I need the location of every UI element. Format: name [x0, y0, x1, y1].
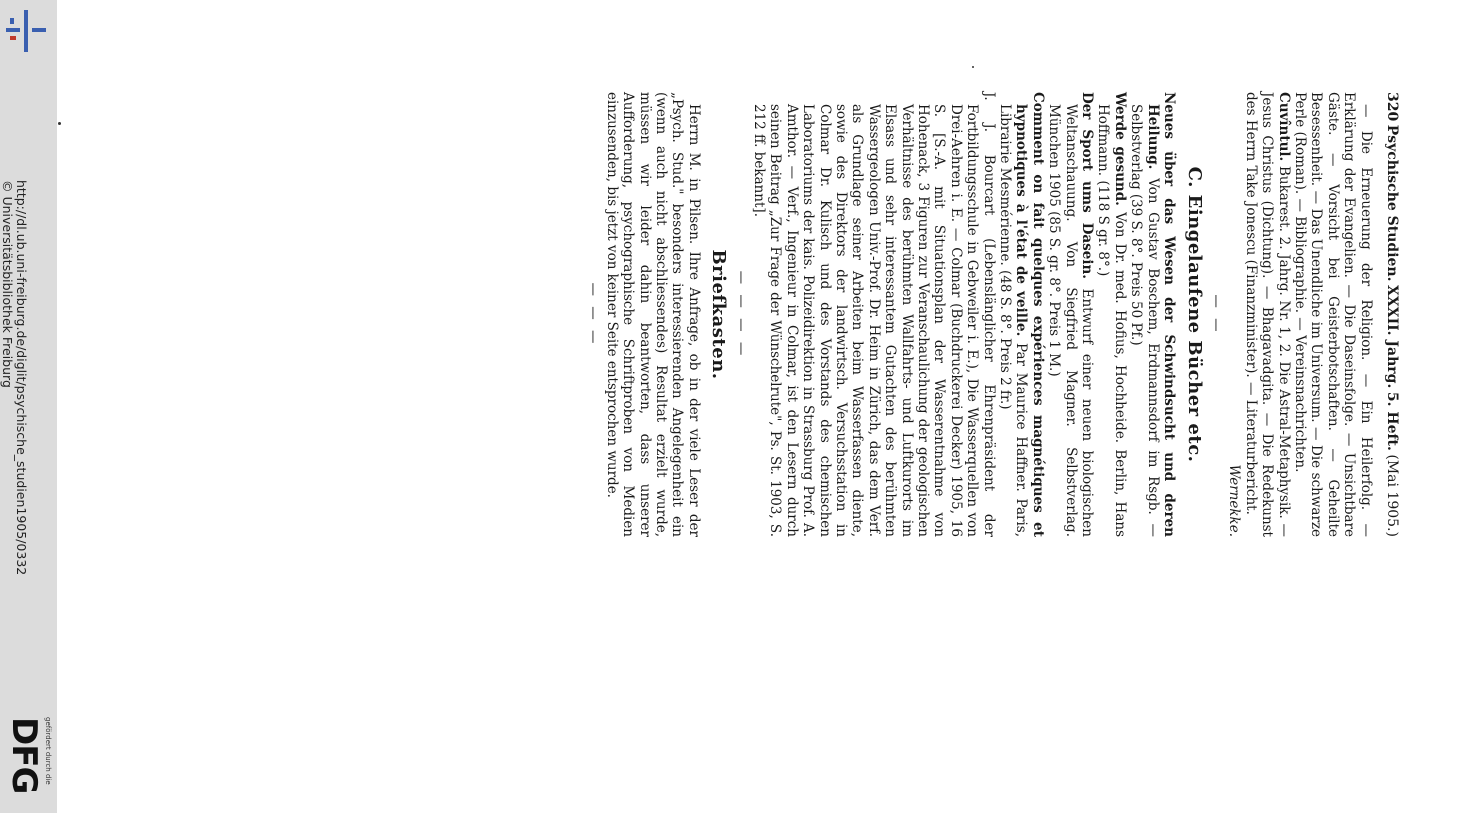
copyright-notice: © Universitätsbibliothek Freiburg — [0, 180, 15, 388]
divider: — — — — [585, 282, 602, 347]
issue: 5. Heft. — [1384, 391, 1400, 451]
journal-title: Psychische Studien. — [1384, 124, 1400, 282]
book-details: Von Gustav Boschem, Erdmannsdorf im Rsgb. — Selbstverlag (39 S. 8°. Preis 50 Pf.) — [1128, 104, 1161, 537]
book-details: Von Dr. med. Hofius, Hochheide. Berlin, Hans Hoffmann. (118 S gr. 8°.) — [1095, 104, 1128, 538]
divider: — — — — — [732, 270, 749, 359]
letter-paragraph: Herrn M. in Pilsen. Ihre Anfrage, ob in der viele Leser der „Psych. Stud." besonders interessierenden Angelegenheit ein (wenn auch nicht abschliessendes) Resultat erzielt wurde, müssen wir leider dahin beantworten, dass unserer Aufforderung, psychographische Schriftproben von Medien einzusenden, bis jetzt von keiner Seite entsprochen wurde. — [603, 92, 702, 537]
scanned-page — [440, 92, 1400, 537]
divider: — — — [1207, 294, 1224, 335]
dfg-logo — [4, 717, 54, 809]
running-header — [1384, 92, 1400, 537]
book-entry: J. J. Bourcart (Lebenslänglicher Ehrenpräsident der Fortbildungsschule in Gebweiler i. E.), Die Wasserquellen von Drei-Aehren i. E. — Colmar (Buchdruckerei Decker) 1905, 16 S. [S.-A. mit Situationsplan der Wasserentnahme von Hohenack, 3 Figuren zur Veranschaulichung der geologischen Verhältnisse des berühmten Wallfahrts- und Luftkurorts im Elsass und sehr interessantem Gutachten des berühmten Wassergeologen Univ.-Prof. Dr. Heim in Zürich, das dem Verf. als Grundlage seiner Arbeiten beim Wasserfassen diente, sowie des Direktors der landwirtsch. Versuchsstation in Colmar Dr. Kulisch und des Vorstands des chemischen Laboratoriums der kais. Polizeidirektion in Strassburg Prof. A. Amthor. — Verf., Ingenieur in Colmar, ist den Lesern durch seinen Beitrag „Zur Frage der Wünschelrute", Ps. St. 1903, S. 212 ff. bekannt]. — [750, 92, 997, 537]
permalink-block — [0, 180, 28, 575]
library-logo-icon — [4, 8, 48, 54]
viewer-sidebar — [0, 0, 57, 813]
scan-speck — [972, 66, 974, 68]
page-number: 320 — [1384, 92, 1400, 122]
cuvintul-title: Cuvîntul. — [1275, 92, 1292, 162]
book-entry — [1128, 92, 1177, 537]
book-entry — [1046, 92, 1095, 537]
issue-date: (Mai 1905.) — [1384, 454, 1400, 537]
section-heading: C. Eingelaufene Bücher etc. — [1183, 166, 1205, 463]
contents-paragraph: — Die Erneuerung der Religion. — Ein Heilerfolg. — Erklärung der Evangelien. — Die Daseinsfolge. — Unsichtbare Gäste. — Vorsicht bei Geisterbotschaften. — Geheilte Besessenheit. — Das Unendliche im Universum. — Die schwarze Perle (Roman). — Bibliographie. — Vereinsnachrichten. — [1291, 92, 1374, 537]
book-title: Der Sport ums Dasein. — [1079, 92, 1096, 279]
briefkasten-heading: Briefkasten. — [708, 249, 730, 380]
book-details: Entwurf einer neuen biologischen Weltanschauung. Von Siegfried Magner. Selbstverlag. München 1905 (85 S. gr. 8°. Preis 1 M.) — [1046, 104, 1096, 537]
book-title: Comment on fait quelques expériences magnétiques et hypnotiques à l'état de veille. — [1013, 92, 1046, 537]
book-title: Neues über das Wesen der Schwindsucht und deren Heilung. — [1144, 92, 1178, 537]
scan-speck — [58, 122, 61, 125]
cuvintul-text: Bukarest. 2. Jahrg. Nr. 1, 2. Die Astral-Metaphysik. — Jesus Christus (Dichtung). — Bhagavadgita. — Die Redekunst des Herrn Take Jonescu (Finanzminister). — Literaturbericht. — [1242, 92, 1292, 537]
book-entry — [1095, 92, 1128, 537]
signature: Wernekke. — [1226, 464, 1243, 537]
book-entry — [997, 92, 1046, 537]
dfg-subtitle: gefördert durch die — [44, 717, 52, 785]
volume: XXXII. Jahrg. — [1384, 285, 1400, 389]
cuvintul-entry — [1242, 92, 1291, 537]
book-details: Par Maurice Haffner. Paris, Librairie Mesmérienne. (48 S. 8°. Preis 2 fr.) — [997, 104, 1030, 537]
permalink-url[interactable]: http://dl.ub.uni-freiburg.de/diglit/psychische_studien1905/0332 — [14, 180, 29, 576]
book-title: Werde gesund. — [1111, 92, 1128, 206]
dfg-wordmark: DFG — [4, 717, 44, 794]
